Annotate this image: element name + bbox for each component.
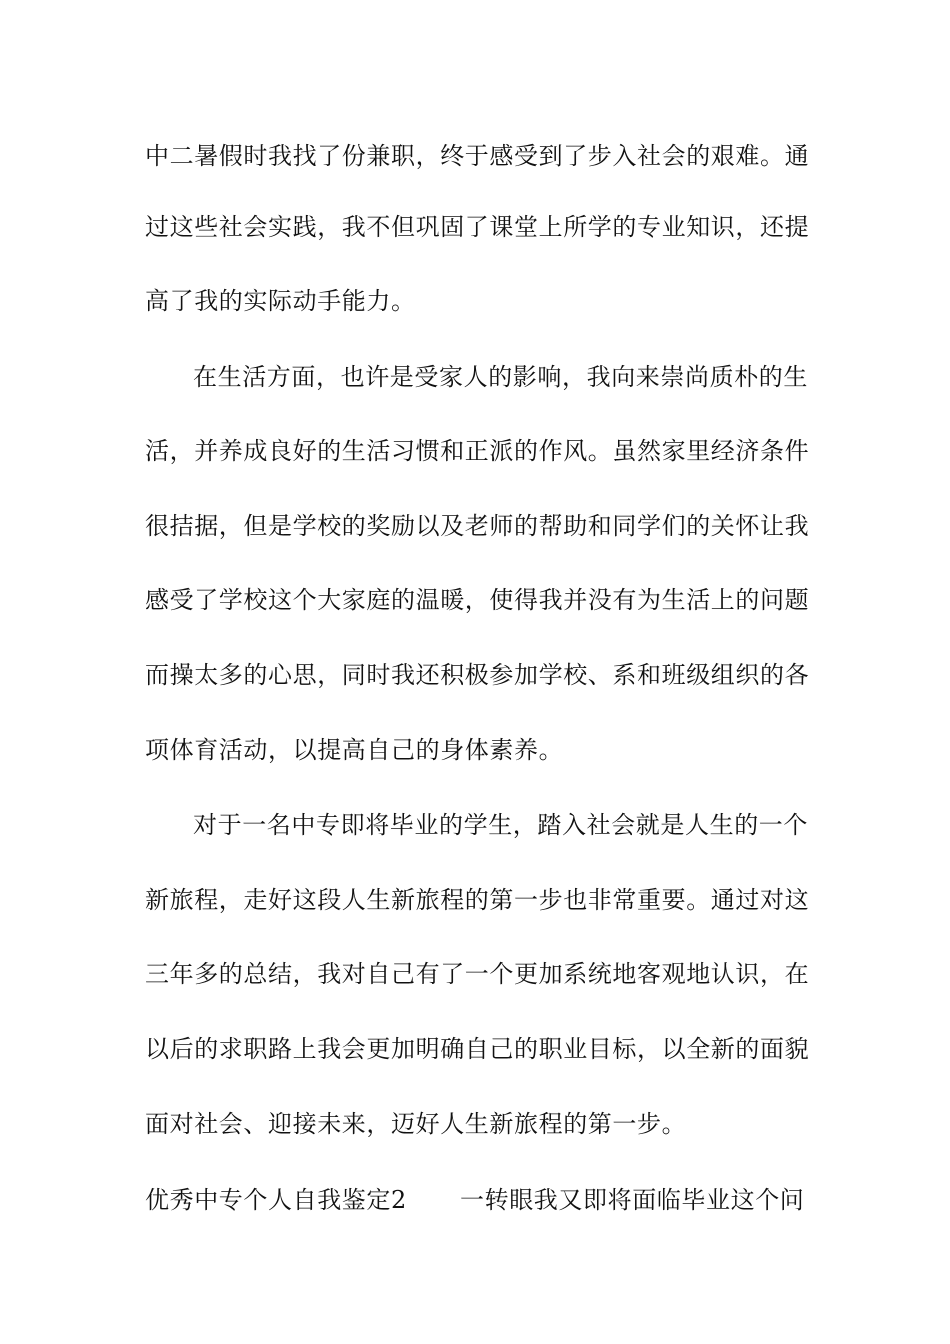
paragraph-line: 三年多的总结，我对自己有了一个更加系统地客观地认识，在: [145, 960, 810, 988]
paragraph-line: 过这些社会实践，我不但巩固了课堂上所学的专业知识，还提: [145, 213, 810, 241]
paragraph-line: 新旅程，走好这段人生新旅程的第一步也非常重要。通过对这: [145, 886, 810, 914]
paragraph-line: 中二暑假时我找了份兼职，终于感受到了步入社会的艰难。通: [145, 142, 810, 170]
paragraph-line: 项体育活动，以提高自己的身体素养。: [145, 736, 564, 764]
paragraph-line: 感受了学校这个大家庭的温暖，使得我并没有为生活上的问题: [145, 586, 810, 614]
paragraph-line: 在生活方面，也许是受家人的影响，我向来崇尚质朴的生: [193, 363, 808, 391]
paragraph-line: 面对社会、迎接未来，迈好人生新旅程的第一步。: [145, 1110, 687, 1138]
paragraph-line: 而操太多的心思，同时我还积极参加学校、系和班级组织的各: [145, 661, 810, 689]
paragraph-line: 很拮据，但是学校的奖励以及老师的帮助和同学们的关怀让我: [145, 512, 810, 540]
section-title: 优秀中专个人自我鉴定2: [145, 1186, 407, 1214]
paragraph-line: 高了我的实际动手能力。: [145, 287, 416, 315]
paragraph-line: 以后的求职路上我会更加明确自己的职业目标，以全新的面貌: [145, 1035, 810, 1063]
paragraph-line: 对于一名中专即将毕业的学生，踏入社会就是人生的一个: [193, 811, 808, 839]
section-first-line: 一转眼我又即将面临毕业这个问: [460, 1186, 805, 1214]
paragraph-line: 活，并养成良好的生活习惯和正派的作风。虽然家里经济条件: [145, 437, 810, 465]
section-heading-row: [145, 1184, 815, 1216]
